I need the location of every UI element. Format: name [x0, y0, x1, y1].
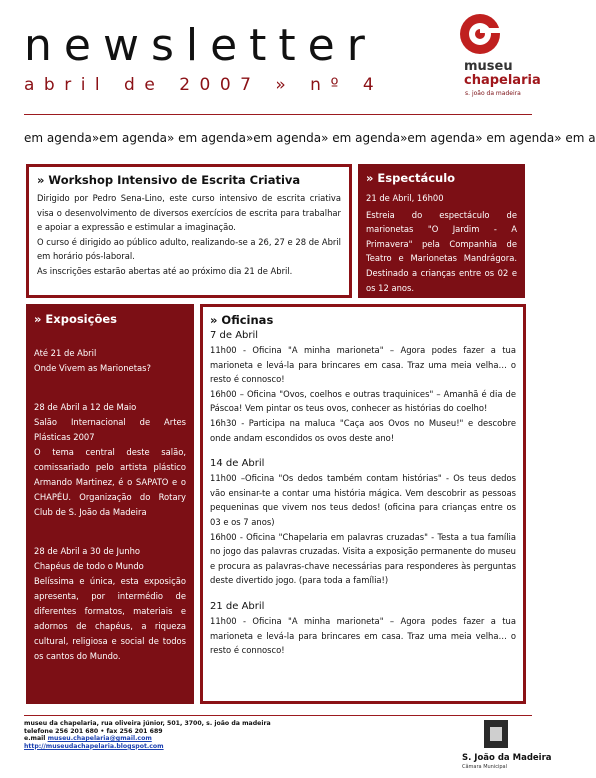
exposicoes-heading: » Exposições [34, 312, 117, 326]
exposicao-item [34, 544, 186, 664]
exposicao-title: Salão Internacional de Artes Plásticas 2007 [34, 417, 186, 442]
issue-subtitle: abril de 2007 » nº 4 [24, 75, 384, 95]
oficina-entry: 11h00 - Oficina "A minha marioneta" – Agora podes fazer a tua marioneta e levá-la para brincares em casa. Traz uma meia velha… o resto é connosco! [210, 615, 516, 656]
footer-contacts [24, 720, 271, 750]
oficina-entry: 16h00 - Oficina "Chapelaria em palavras cruzadas" - Testa a tua família no jogo das palavras cruzadas. Visita a exposição permanente do museu e procura as palavras-chave necessárias para responderes às perguntas deste divertido jogo. (para toda a família!) [210, 531, 516, 586]
exposicao-date: Até 21 de Abril [34, 348, 97, 358]
workshop-heading: » Workshop Intensivo de Escrita Criativa [37, 173, 301, 187]
footer-address: museu da chapelaria, rua oliveira júnior, 501, 3700, s. joão da madeira [24, 720, 271, 727]
exposicao-date: 28 de Abril a 12 de Maio [34, 402, 137, 412]
agenda-banner: em agenda»em agenda» em agenda»em agenda» em agenda»em agenda» em agenda» em a [24, 131, 596, 145]
footer-divider [24, 715, 532, 716]
oficinas-heading: » Oficinas [210, 313, 274, 327]
oficinas-box [200, 304, 526, 704]
workshop-paragraph: O curso é dirigido ao público adulto, realizando-se a 26, 27 e 28 de Abril em horário pós-laboral. [37, 236, 341, 262]
espectaculo-date: 21 de Abril, 16h00 [366, 193, 444, 203]
workshop-paragraph: As inscrições estarão abertas até ao próximo dia 21 de Abril. [37, 265, 293, 276]
footer-phone: telefone 256 201 680 • fax 256 201 689 [24, 727, 163, 735]
espectaculo-heading: » Espectáculo [366, 171, 456, 185]
oficina-entry: 11h00 - Oficina "A minha marioneta" – Agora podes fazer a tua marioneta e levá-la para brincares em casa. Traz uma meia velha… o resto é connosco! [210, 345, 516, 385]
oficina-entry: 11h00 –Oficina "Os dedos também contam histórias" - Os teus dedos vão ensinar-te a contar uma história mágica. Vem descobrir as pessoas pequeninas que vivem nos teus dedos! (oficina para crianças entre os 03 e os 7 anos) [210, 473, 516, 527]
footer-email-label: e.mail [24, 735, 48, 743]
exposicao-title: Chapéus de todo o Mundo [34, 561, 144, 571]
municipality-logo [462, 720, 552, 772]
exposicoes-box [26, 304, 194, 704]
footer-blog-link[interactable]: http://museudachapelaria.blogspot.com [24, 742, 164, 750]
logo-text-city: s. joão da madeira [465, 90, 521, 97]
exposicao-item [34, 346, 186, 376]
exposicao-title: Onde Vivem as Marionetas? [34, 363, 151, 373]
newsletter-title: newsletter [24, 20, 377, 71]
oficina-entry: 16h30 - Participa na maluca "Caça aos Ovos no Museu!" e descobre onde andam escondidos os ovos deste ano! [210, 417, 516, 443]
logo-text-chapelaria: chapelaria [464, 73, 541, 88]
footer-email-row [24, 735, 271, 743]
espectaculo-text: Estreia do espectáculo de marionetas "O Jardim - A Primavera" pela Companhia de Teatro e Marionetas Mandrágora. Destinado a crianças entre os 02 e os 12 anos. [366, 209, 517, 293]
workshop-box [26, 164, 352, 298]
oficina-entry: 16h00 – Oficina "Ovos, coelhos e outras traquinices" – Amanhã é dia de Páscoa! Vem pintar os teus ovos, conhecer as histórias do coelho! [210, 388, 516, 414]
oficina-day-date: 7 de Abril [210, 330, 259, 341]
logo-text-museu: museu [464, 59, 513, 74]
municipality-name: S. João da Madeira [462, 753, 552, 763]
exposicao-description: O tema central deste salão, comissariado pelo artista plástico Armando Martinez, é o SAPATO e o CHAPÉU. Organização do Rotary Club de S. João da Madeira [34, 447, 186, 517]
workshop-paragraph: Dirigido por Pedro Sena-Lino, este curso intensivo de escrita criativa visa o desenvolvimento de diversos exercícios de escrita para trabalhar e apoiar a expressão e estimular a imaginação. [37, 193, 341, 233]
header-divider [24, 114, 532, 115]
oficina-day-date: 21 de Abril [210, 600, 265, 612]
municipality-emblem-icon [484, 720, 508, 748]
espectaculo-box [358, 164, 525, 298]
exposicao-description: Belíssima e única, esta exposição apresenta, por intermédio de diferentes formatos, materiais e adornos de chapéus, a riqueza cultural, religiosa e social de todos os cantos do Mundo. [34, 576, 186, 661]
exposicao-date: 28 de Abril a 30 de Junho [34, 546, 141, 556]
municipality-subtitle: Câmara Municipal [462, 764, 508, 770]
footer-email-link[interactable]: museu.chapelaria@gmail.com [47, 735, 152, 743]
oficina-day-date: 14 de Abril [210, 458, 265, 470]
exposicao-item [34, 400, 186, 520]
